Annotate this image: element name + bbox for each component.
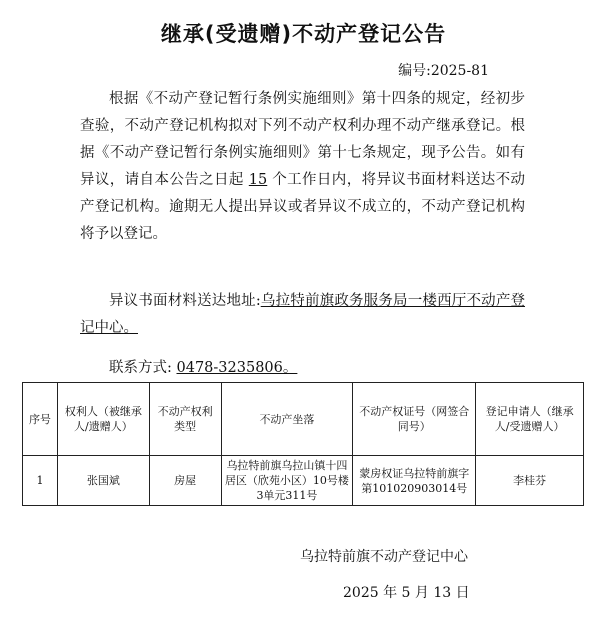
objection-days: 15 — [248, 172, 268, 188]
issuing-organization: 乌拉特前旗不动产登记中心 — [300, 549, 468, 565]
document-number: 编号:2025-81 — [398, 63, 489, 79]
table-cell: 张国斌 — [57, 456, 149, 506]
notice-text-deadline: 个工作日内，将异议书面材料送达不动产登记机构。逾期无人提出异议或者异议不成立的，不动产登记机构将予以登记。 — [80, 172, 525, 242]
table-cell: 蒙房权证乌拉特前旗字第101020903014号 — [353, 456, 476, 506]
notice-paragraph-contact — [80, 355, 525, 382]
table-header-cell: 权利人（被继承人/遗赠人） — [57, 383, 149, 456]
table-header-cell: 不动产坐落 — [221, 383, 353, 456]
table-header-cell: 登记申请人（继承人/受遗赠人） — [476, 383, 584, 456]
contact-label: 联系方式: — [109, 360, 172, 376]
table-row — [23, 456, 584, 506]
property-table — [22, 382, 584, 506]
table-cell: 乌拉特前旗乌拉山镇十四居区（欣苑小区）10号楼3单元311号 — [221, 456, 353, 506]
address-label: 异议书面材料送达地址: — [109, 293, 261, 309]
issue-date: 2025 年 5 月 13 日 — [343, 585, 470, 601]
table-header-cell: 不动产权利类型 — [149, 383, 221, 456]
table-header-cell: 不动产权证号（网签合同号） — [353, 383, 476, 456]
notice-text-intro: 根据《不动产登记暂行条例实施细则》第十四条的规定，经初步查验，不动产登记机构拟对下列不动产权利办理不动产继承登记。根据《不动产登记暂行条例实施细则》第十七条规定，现予公告。如有异议，请自本公告之日起 — [80, 91, 525, 188]
table-header-cell: 序号 — [23, 383, 58, 456]
notice-paragraph-main — [80, 86, 525, 248]
address-value: 乌拉特前旗政务服务局一楼西厅不动产登记中心。 — [80, 293, 526, 336]
notice-paragraph-address — [80, 288, 525, 342]
table-header-row — [23, 383, 584, 456]
table-cell: 李桂芬 — [476, 456, 584, 506]
notice-title: 继承(受遗赠)不动产登记公告 — [160, 22, 447, 46]
contact-phone: 0478-3235806。 — [176, 360, 298, 376]
table-cell: 房屋 — [149, 456, 221, 506]
table-cell: 1 — [23, 456, 58, 506]
